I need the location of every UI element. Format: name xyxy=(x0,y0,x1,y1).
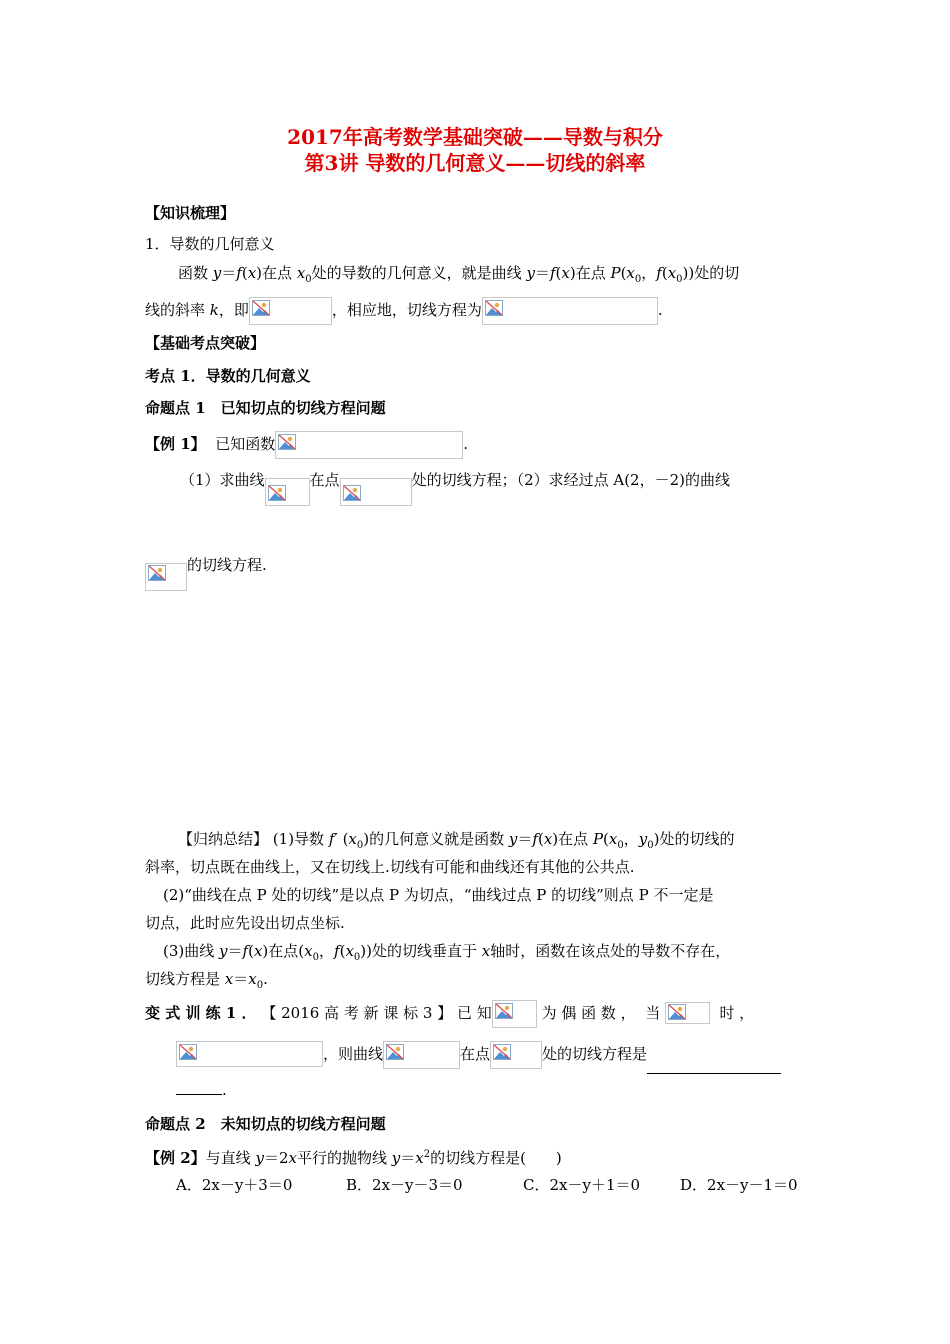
summary-line-4: 切点，此时应先设出切点坐标. xyxy=(145,914,345,932)
broken-image-icon xyxy=(668,1004,686,1020)
formula-image-slope xyxy=(249,297,332,325)
summary-line-1: 【归纳总结】 (1)导数 f′ $(x_0)$的几何意义就是函数 y＝f(x)在点 $P(x_0$，$y_0$)处的切线的 xyxy=(178,830,735,851)
intro-line-1: 函数 y＝f(x)在点 $x_0$处的导数的几何意义，就是曲线 y＝f(x)在点 $P(x_0$，$f(x_0)$)处的切 xyxy=(178,264,740,285)
formula-image-point xyxy=(340,478,412,506)
formula-image-function xyxy=(275,431,463,459)
example-2-option-a[interactable]: A．2x－y＋3＝0 xyxy=(176,1176,293,1194)
formula-image-curve-3 xyxy=(383,1041,460,1069)
summary-line-2: 斜率，切点既在曲线上，又在切线上.切线有可能和曲线还有其他的公共点. xyxy=(145,858,635,876)
example-2-line: 【例 2】与直线 y＝2x平行的抛物线 $y=x^2$的切线方程是( ) xyxy=(145,1149,562,1167)
example-2-option-d[interactable]: D．2x－y－1＝0 xyxy=(680,1176,798,1194)
example-2-option-b[interactable]: B．2x－y－3＝0 xyxy=(346,1176,463,1194)
kaodian-1-heading: 考点 1．导数的几何意义 xyxy=(145,367,311,385)
intro-line-2: 线的斜率 k，即 ，相应地，切线方程为 . xyxy=(145,296,663,325)
formula-image-curve xyxy=(265,478,310,506)
formula-image-curve-2 xyxy=(145,563,187,591)
broken-image-icon xyxy=(268,485,286,501)
broken-image-icon xyxy=(495,1003,513,1019)
broken-image-icon xyxy=(386,1044,404,1060)
section-heading-knowledge: 【知识梳理】 xyxy=(145,204,236,222)
answer-blank[interactable] xyxy=(647,1059,781,1074)
broken-image-icon xyxy=(493,1044,511,1060)
mingti-2-heading: 命题点 2 未知切点的切线方程问题 xyxy=(145,1115,386,1133)
formula-image-expression xyxy=(176,1041,323,1067)
broken-image-icon xyxy=(485,300,503,316)
broken-image-icon xyxy=(343,485,361,501)
example-1-question-line-2: 的切线方程. xyxy=(145,555,267,595)
broken-image-icon xyxy=(179,1044,197,1060)
broken-image-icon xyxy=(252,300,270,316)
mingti-1-heading: 命题点 1 已知切点的切线方程问题 xyxy=(145,399,386,417)
summary-line-6: 切线方程是 $x=x_0$. xyxy=(145,970,268,991)
formula-image-point-2 xyxy=(490,1041,542,1069)
broken-image-icon xyxy=(148,565,166,581)
variant-1-line-2: ，则曲线 在点 处的切线方程是 xyxy=(176,1041,781,1073)
item-1-label: 1．导数的几何意义 xyxy=(145,235,275,253)
example-1-question-line: （1）求曲线 在点 处的切线方程；（2）求经过点 A(2，－2)的曲线 xyxy=(180,470,730,510)
formula-image-tangent-equation xyxy=(482,297,658,325)
answer-blank-continued[interactable] xyxy=(176,1080,222,1095)
example-1-line: 【例 1】 已知函数 . xyxy=(145,430,468,459)
document-title-line1: 2017年高考数学基础突破——导数与积分 xyxy=(287,125,663,149)
document-title-line2: 第3讲 导数的几何意义——切线的斜率 xyxy=(304,151,646,175)
section-heading-basics: 【基础考点突破】 xyxy=(145,334,266,352)
summary-line-5: (3)曲线 y＝f(x)在点($x_0$，$f(x_0)$)处的切线垂直于 x轴时，函数在该点处的导数不存在， xyxy=(163,942,731,963)
summary-line-3: (2)“曲线在点 P 处的切线”是以点 P 为切点，“曲线过点 P 的切线”则点 P 不一定是 xyxy=(163,886,714,904)
formula-image-condition xyxy=(665,1002,710,1024)
variant-1-line-1: 变 式 训 练 1 ． 【 2016 高 考 新 课 标 3 】 已 知 为 偶 函 数 ， 当 时 ， xyxy=(145,1000,754,1032)
formula-image-even-function xyxy=(492,1000,537,1028)
example-2-option-c[interactable]: C．2x－y＋1＝0 xyxy=(523,1176,641,1194)
broken-image-icon xyxy=(278,434,296,450)
variant-1-line-3: . xyxy=(176,1080,227,1100)
